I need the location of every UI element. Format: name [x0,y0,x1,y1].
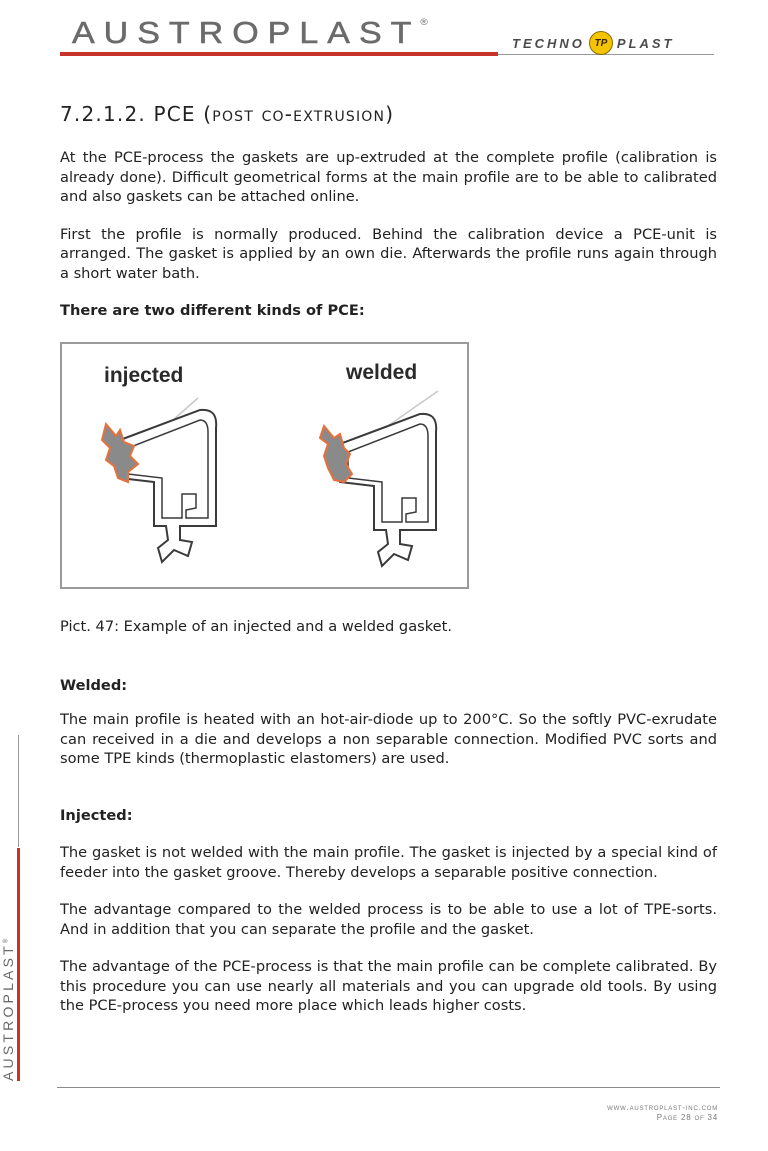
footer-rule [57,1087,720,1088]
side-brand-logo [0,939,16,1081]
section-title: 7.2.1.2. PCE (post co-extrusion) [60,102,395,126]
side-rule-red [17,848,20,1081]
section-content [60,102,717,321]
side-registered-mark: ® [3,938,10,944]
welded-heading: Welded: [60,677,128,694]
injected-profile-shape [102,410,216,562]
figure-label-injected: injected [104,364,184,387]
partner-name-left: TECHNO [512,35,585,51]
gasket-profile-drawing [62,344,467,587]
partner-name-right: PLAST [616,35,675,51]
tp-badge-icon: TP [589,31,613,55]
paragraph-intro: At the PCE-process the gaskets are up-extruded at the complete profile (calibration is already done). Difficult geometrical forms at the main profile are to be able to calibrated and also gaskets can be attached online. [60,149,717,205]
injected-paragraph-1: The gasket is not welded with the main profile. The gasket is injected by a special kind of feeder into the gasket groove. Thereby develops a separable positive connection. [60,844,717,881]
side-rule-grey [18,735,19,847]
footer [607,1103,718,1123]
registered-mark: ® [420,17,428,28]
footer-url: www.austroplast-inc.com [607,1103,718,1112]
injected-section [60,843,717,1034]
injected-paragraph-2: The advantage compared to the welded process is to be able to use a lot of TPE-sorts. And in addition that you can separate the profile and the gasket. [60,901,717,938]
gasket-figure [60,342,469,589]
kinds-heading: There are two different kinds of PCE: [60,302,365,319]
injected-paragraph-3: The advantage of the PCE-process is that the main profile can be complete calibrated. By this procedure you can use nearly all materials and you can upgrade old tools. By using the PCE-process you need more place which leads higher costs. [60,958,717,1014]
welded-profile-shape [320,414,436,566]
figure-caption: Pict. 47: Example of an injected and a welded gasket. [60,618,453,635]
side-brand-name: AUSTROPLAST [0,943,16,1081]
paragraph-process: First the profile is normally produced. Behind the calibration device a PCE-unit is arranged. The gasket is applied by an own die. Afterwards the profile runs again through a short water bath. [60,225,717,282]
page-number: Page 28 of 34 [656,1113,718,1122]
welded-paragraph: The main profile is heated with an hot-air-diode up to 200°C. So the softly PVC-exrudate can received in a die and develops a non separable connection. Modified PVC sorts and some TPE kinds (thermoplastic elastomers) are used. [60,711,717,767]
brand-logo [72,16,428,51]
partner-logo [512,31,675,55]
injected-heading: Injected: [60,807,133,824]
figure-label-welded: welded [346,361,418,384]
brand-name: AUSTROPLAST [72,16,421,51]
header-rule-red [60,52,498,56]
